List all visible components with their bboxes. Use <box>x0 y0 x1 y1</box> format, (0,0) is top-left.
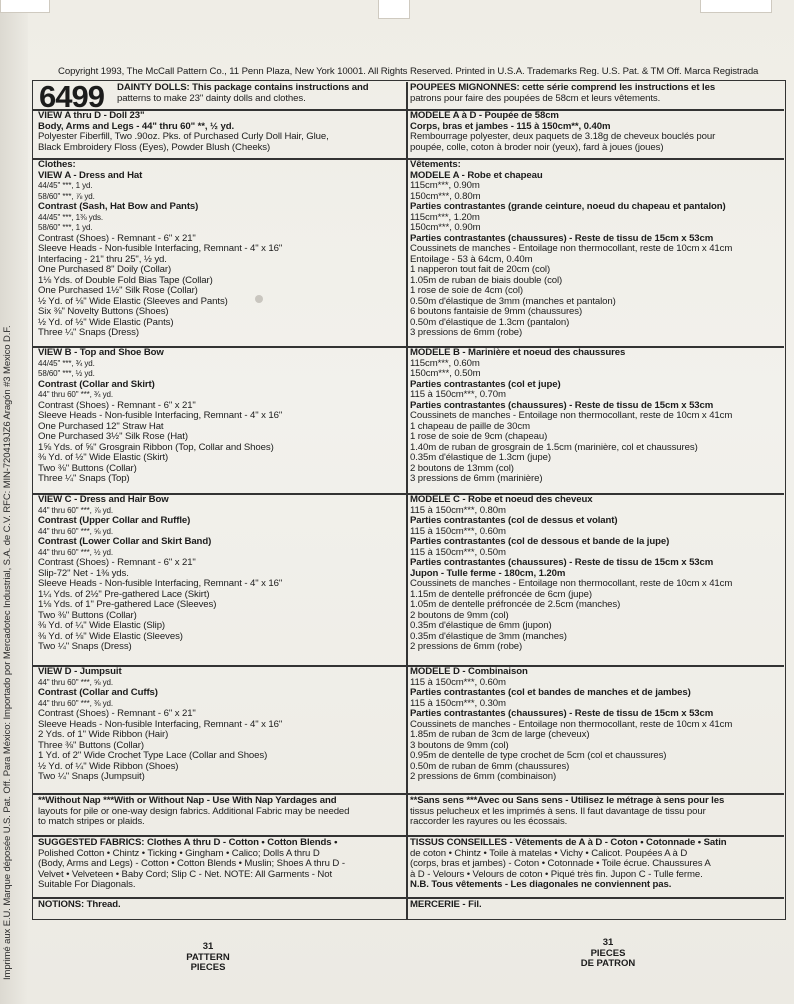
list-item: 1 rose de soie de 4cm (col) <box>410 285 524 296</box>
list-item: One Purchased 12" Straw Hat <box>38 420 164 432</box>
list-item: Coussinets de manches - Entoilage non thermocollant, reste de 10cm x 41cm <box>410 578 733 589</box>
list-item: Parties contrastantes (grande ceinture, noeud du chapeau et pantalon) <box>410 201 726 212</box>
list-item: Parties contrastantes (chaussures) - Reste de tissu de 15cm x 53cm <box>410 557 714 568</box>
view-a-fr <box>410 160 732 339</box>
nap-line: raccorder les rayures ou les écossais. <box>410 816 568 827</box>
fabrics-line: TISSUS CONSEILLES - Vêtements de A à D - Coton • Cotonnade • Satin <box>410 837 727 848</box>
list-item: Slip-72" Net - 1⅜ yds. <box>38 567 129 579</box>
pieces-number: 31 <box>202 941 214 952</box>
notions-line: NOTIONS: Thread. <box>38 899 121 910</box>
list-item: 150cm***, 0.50m <box>410 368 481 379</box>
view-a-en <box>38 160 282 339</box>
list-item: Three ⅜" Buttons (Collar) <box>38 739 144 751</box>
list-item: Six ⅜" Novelty Buttons (Shoes) <box>38 306 169 317</box>
list-item: 115cm***, 0.60m <box>410 357 480 369</box>
fabrics-line: Velvet • Velveteen • Baby Cord; Slip C - Net. NOTE: All Garments - Not <box>38 868 333 880</box>
nap-note-fr <box>410 796 724 828</box>
list-item: 1.05m de dentelle préfroncée de 2.5cm (manches) <box>410 599 621 610</box>
doll-fr-line: Rembourrage polyester, deux paquets de 3.18g de cheveux bouclés pour <box>410 131 716 142</box>
list-item: 150cm***, 0.90m <box>410 222 481 233</box>
paper-hole-mark <box>255 295 263 303</box>
paper-tab-mid <box>378 0 410 19</box>
list-item: Three ¼" Snaps (Dress) <box>38 327 139 338</box>
list-item: 1 Yd. of 2" Wide Crochet Type Lace (Collar and Shoes) <box>38 750 268 761</box>
fabrics-line: de coton • Chintz • Toile à matelas • Vichy • Calicot. Poupées A à D <box>410 847 688 859</box>
view-c-en <box>38 495 282 653</box>
list-item: 2 Yds. of 1" Wide Ribbon (Hair) <box>38 729 169 740</box>
fabrics-line: à D - Velours • Velours de coton • Piqué très fin. Jupon C - Tulle ferme. <box>410 868 703 880</box>
pieces-label: DE PATRON <box>580 958 636 969</box>
list-item: One Purchased 1½" Silk Rose (Collar) <box>38 285 198 296</box>
list-item: Two ¼" Snaps (Jumpsuit) <box>38 771 145 782</box>
fabrics-line: SUGGESTED FABRICS: Clothes A thru D - Cotton • Cotton Blends • <box>38 837 338 848</box>
fabrics-line: Suitable For Diagonals. <box>38 879 136 890</box>
fabrics-line: (Body, Arms and Legs) - Cotton • Cotton Blends • Muslin; Shoes A thru D - <box>38 858 345 869</box>
notions-en <box>38 900 121 911</box>
list-item: Parties contrastantes (chaussures) - Reste de tissu de 15cm x 53cm <box>410 708 714 719</box>
intro-fr <box>410 83 715 104</box>
view-b-en <box>38 348 282 485</box>
list-item: 58/60" ***, ⅞ yd. <box>38 191 95 201</box>
view-heading: MODELE D - Combinaison <box>410 666 528 677</box>
list-item: 2 boutons de 13mm (col) <box>410 462 514 474</box>
doll-fr <box>410 111 715 153</box>
notions-fr <box>410 900 482 911</box>
list-item: Three ¼" Snaps (Top) <box>38 473 130 484</box>
list-item: Coussinets de manches - Entoilage non thermocollant, reste de 10cm x 41cm <box>410 718 733 730</box>
list-item: Two ⅜" Buttons (Collar) <box>38 609 137 621</box>
list-item: Sleeve Heads - Non-fusible Interfacing, Remnant - 4" x 16" <box>38 410 283 421</box>
fabrics-fr <box>410 838 727 891</box>
list-item: 1 napperon tout fait de 20cm (col) <box>410 264 551 275</box>
pieces-number: 31 <box>602 937 614 948</box>
list-item: Two ⅜" Buttons (Collar) <box>38 462 137 474</box>
list-item: 150cm***, 0.80m <box>410 190 481 202</box>
list-item: Interfacing - 21" thru 25", ½ yd. <box>38 253 167 265</box>
list-item: ⅜ Yd. of ½" Wide Elastic (Skirt) <box>38 452 169 463</box>
list-item: 1 chapeau de paille de 30cm <box>410 420 530 432</box>
view-heading: VIEW C - Dress and Hair Bow <box>38 494 169 505</box>
doll-en-line: VIEW A thru D - Doll 23" <box>38 110 145 121</box>
view-heading: VIEW A - Dress and Hat <box>38 169 143 181</box>
list-item: Vêtements: <box>410 159 461 170</box>
list-item: 115 à 150cm***, 0.50m <box>410 546 506 558</box>
list-item: Contrast (Sash, Hat Bow and Pants) <box>38 201 199 212</box>
list-item: 0.35m d'élastique de 3mm (manches) <box>410 630 567 642</box>
view-b-fr <box>410 348 732 485</box>
list-item: 115cm***, 0.90m <box>410 180 480 191</box>
list-item: Parties contrastantes (chaussures) - Reste de tissu de 15cm x 53cm <box>410 232 714 244</box>
list-item: 1.05m de ruban de biais double (col) <box>410 274 563 286</box>
list-item: 3 pressions de 6mm (marinière) <box>410 473 543 484</box>
pattern-number: 6499 <box>39 79 104 114</box>
list-item: Contrast (Collar and Skirt) <box>38 378 155 390</box>
nap-line: to match stripes or plaids. <box>38 816 145 827</box>
list-item: Parties contrastantes (col de dessous et bande de la jupe) <box>410 536 670 547</box>
list-item: ½ Yd. of ½" Wide Elastic (Pants) <box>38 316 174 328</box>
paper-tab-right <box>700 0 772 13</box>
pieces-label: PIECES <box>590 947 626 959</box>
fabrics-line: (corps, bras et jambes) - Coton • Cotonnade • Toile écrue. Chaussures A <box>410 858 711 869</box>
list-item: 3 pressions de 6mm (robe) <box>410 327 523 338</box>
view-d-en <box>38 667 282 783</box>
list-item: 1 rose de soie de 9cm (chapeau) <box>410 431 548 442</box>
list-item: 0.35m d'élastique de 1.3cm (jupe) <box>410 452 551 463</box>
list-item: Contrast (Shoes) - Remnant - 6" x 21" <box>38 399 196 411</box>
list-item: 0.50m d'élastique de 3mm (manches et pantalon) <box>410 295 616 307</box>
list-item: 58/60" ***, ½ yd. <box>38 369 95 378</box>
list-item: 1¼ Yds. of 2½" Pre-gathered Lace (Skirt) <box>38 588 210 600</box>
list-item: 115cm***, 1.20m <box>410 211 480 223</box>
fabrics-line: N.B. Tous vêtements - Les diagonales ne conviennent pas. <box>410 879 672 890</box>
list-item: Sleeve Heads - Non-fusible Interfacing, Remnant - 4" x 16" <box>38 578 283 589</box>
doll-fr-line: MODELE A à D - Poupée de 58cm <box>410 110 559 121</box>
list-item: 44" thru 60" ***, ⅞ yd. <box>38 505 113 515</box>
doll-en <box>38 111 329 153</box>
row-divider-fabrics <box>33 897 784 899</box>
list-item: One Purchased 8" Doily (Collar) <box>38 264 172 275</box>
list-item: 44" thru 60" ***, ⅝ yd. <box>38 677 113 687</box>
list-item: ⅜ Yd. of ¼" Wide Elastic (Slip) <box>38 620 166 631</box>
view-heading: MODELE C - Robe et noeud des cheveux <box>410 494 593 505</box>
pieces-label: PIECES <box>190 962 226 973</box>
view-heading: VIEW B - Top and Shoe Bow <box>38 347 164 358</box>
list-item: 1.15m de dentelle préfroncée de 6cm (jupe) <box>410 588 592 600</box>
intro-en <box>117 83 369 104</box>
list-item: 44" thru 60" ***, ¾ yd. <box>38 390 113 399</box>
list-item: 2 pressions de 6mm (combinaison) <box>410 771 557 782</box>
copyright-line: Copyright 1993, The McCall Pattern Co., 11 Penn Plaza, New York 10001. All Rights Reserved. Printed in U.S.A. Trademarks Reg. U.S. Pat. & TM Off. Marca Registrada <box>58 66 759 77</box>
list-item: Coussinets de manches - Entoilage non thermocollant, reste de 10cm x 41cm <box>410 243 733 254</box>
list-item: 44/45" ***, 1 yd. <box>38 181 93 190</box>
intro-en-line: patterns to make 23" dainty dolls and clothes. <box>117 92 306 104</box>
list-item: Contrast (Shoes) - Remnant - 6" x 21" <box>38 232 196 244</box>
nap-line: tissus pelucheux et les imprimés à sens. Il faut davantage de tissu pour <box>410 805 706 817</box>
list-item: Sleeve Heads - Non-fusible Interfacing, Remnant - 4" x 16" <box>38 718 283 730</box>
list-item: 115 à 150cm***, 0.70m <box>410 389 506 400</box>
doll-en-line: Black Embroidery Floss (Eyes), Powder Blush (Cheeks) <box>38 141 271 153</box>
nap-line: layouts for pile or one-way design fabrics. Additional Fabric may be needed <box>38 805 350 817</box>
doll-en-line: Polyester Fiberfill, Two .90oz. Pks. of Purchased Curly Doll Hair, Glue, <box>38 131 329 142</box>
list-item: Contrast (Shoes) - Remnant - 6" x 21" <box>38 557 196 568</box>
doll-en-line: Body, Arms and Legs - 44" thru 60" **, ½ yd. <box>38 120 235 132</box>
list-item: 44" thru 60" ***, ⅜ yd. <box>38 698 113 708</box>
intro-fr-line: POUPEES MIGNONNES: cette série comprend les instructions et les <box>410 82 716 93</box>
list-item: 115 à 150cm***, 0.60m <box>410 676 506 688</box>
pattern-pieces-count-fr <box>548 938 668 970</box>
list-item: 2 pressions de 6mm (robe) <box>410 641 523 652</box>
list-item: 115 à 150cm***, 0.80m <box>410 504 506 516</box>
import-notice-vertical: Imprimé aux E.U. Marque déposée U.S. Pat. Off. Para México: Importado por Mercadotec Industrial, S.A. de C.V. RFC: MIN-720419JZ6 Aragón #3 Mexico D.F. <box>2 325 13 980</box>
list-item: Jupon - Tulle ferme - 180cm, 1.20m <box>410 567 566 579</box>
intro-fr-line: patrons pour faire des poupées de 58cm et leurs vêtements. <box>410 92 661 104</box>
list-item: 6 boutons fantaisie de 9mm (chaussures) <box>410 306 583 317</box>
list-item: Two ¼" Snaps (Dress) <box>38 641 132 652</box>
list-item: 44" thru 60" ***, ⅝ yd. <box>38 526 113 536</box>
list-item: 0.95m de dentelle de type crochet de 5cm (col et chaussures) <box>410 750 667 761</box>
view-c-fr <box>410 495 732 653</box>
list-item: Contrast (Upper Collar and Ruffle) <box>38 515 191 526</box>
list-item: 58/60" ***, 1 yd. <box>38 223 93 232</box>
list-item: Contrast (Collar and Cuffs) <box>38 687 158 698</box>
list-item: Clothes: <box>38 159 76 170</box>
list-item: 44" thru 60" ***, ½ yd. <box>38 547 113 557</box>
list-item: 1⅛ Yds. of 1" Pre-gathered Lace (Sleeves) <box>38 599 217 610</box>
fabrics-line: Polished Cotton • Chintz • Ticking • Gingham • Calico; Dolls A thru D <box>38 847 320 859</box>
view-heading: MODELE B - Marinière et noeud des chaussures <box>410 347 626 358</box>
doll-fr-line: poupée, colle, coton à broder noir (yeux), fard à joues (joues) <box>410 141 664 153</box>
paper-tab-left <box>0 0 50 13</box>
notions-line: MERCERIE - Fil. <box>410 899 482 910</box>
list-item: Contrast (Shoes) - Remnant - 6" x 21" <box>38 708 196 719</box>
list-item: One Purchased 3½" Silk Rose (Hat) <box>38 431 188 442</box>
list-item: ½ Yd. of ⅛" Wide Elastic (Sleeves and Pants) <box>38 295 228 307</box>
list-item: 1.85m de ruban de 3cm de large (cheveux) <box>410 729 590 740</box>
list-item: Entoilage - 53 à 64cm, 0.40m <box>410 253 533 265</box>
list-item: Parties contrastantes (col de dessus et volant) <box>410 515 618 526</box>
fabrics-en <box>38 838 345 891</box>
list-item: 2 boutons de 9mm (col) <box>410 609 509 621</box>
pattern-pieces-count-en <box>148 942 268 974</box>
list-item: Parties contrastantes (chaussures) - Reste de tissu de 15cm x 53cm <box>410 399 714 411</box>
list-item: 0.50m de ruban de 6mm (chaussures) <box>410 760 570 772</box>
nap-note-en <box>38 796 349 828</box>
doll-fr-line: Corps, bras et jambes - 115 à 150cm**, 0.40m <box>410 120 611 132</box>
nap-line: **Sans sens ***Avec ou Sans sens - Utilisez le métrage à sens pour les <box>410 795 725 806</box>
list-item: ⅜ Yd. of ⅛" Wide Elastic (Sleeves) <box>38 630 183 642</box>
list-item: Contrast (Lower Collar and Skirt Band) <box>38 536 212 547</box>
list-item: 44/45" ***, 1⅜ yds. <box>38 212 103 222</box>
list-item: 1⅛ Yds. of Double Fold Bias Tape (Collar) <box>38 274 213 286</box>
list-item: 115 à 150cm***, 0.60m <box>410 525 506 537</box>
list-item: 3 boutons de 9mm (col) <box>410 739 509 751</box>
view-heading: VIEW D - Jumpsuit <box>38 666 122 677</box>
nap-line: **Without Nap ***With or Without Nap - Use With Nap Yardages and <box>38 795 337 806</box>
list-item: 1⅝ Yds. of ⅝" Grosgrain Ribbon (Top, Collar and Shoes) <box>38 441 274 453</box>
list-item: 115 à 150cm***, 0.30m <box>410 697 506 709</box>
list-item: Parties contrastantes (col et jupe) <box>410 378 561 390</box>
list-item: 0.50m d'élastique de 1.3cm (pantalon) <box>410 316 570 328</box>
list-item: Parties contrastantes (col et bandes de manches et de jambes) <box>410 687 691 698</box>
list-item: 0.35m d'élastique de 6mm (jupon) <box>410 620 552 631</box>
list-item: 1.40m de ruban de grosgrain de 1.5cm (marinière, col et chaussures) <box>410 441 698 453</box>
intro-en-line: DAINTY DOLLS: This package contains instructions and <box>117 82 369 93</box>
pieces-label: PATTERN <box>186 951 230 963</box>
view-heading: MODELE A - Robe et chapeau <box>410 169 543 181</box>
view-d-fr <box>410 667 732 783</box>
list-item: ½ Yd. of ¼" Wide Ribbon (Shoes) <box>38 760 179 772</box>
list-item: 44/45" ***, ¾ yd. <box>38 358 95 368</box>
list-item: Coussinets de manches - Entoilage non thermocollant, reste de 10cm x 41cm <box>410 410 733 421</box>
list-item: Sleeve Heads - Non-fusible Interfacing, Remnant - 4" x 16" <box>38 243 283 254</box>
